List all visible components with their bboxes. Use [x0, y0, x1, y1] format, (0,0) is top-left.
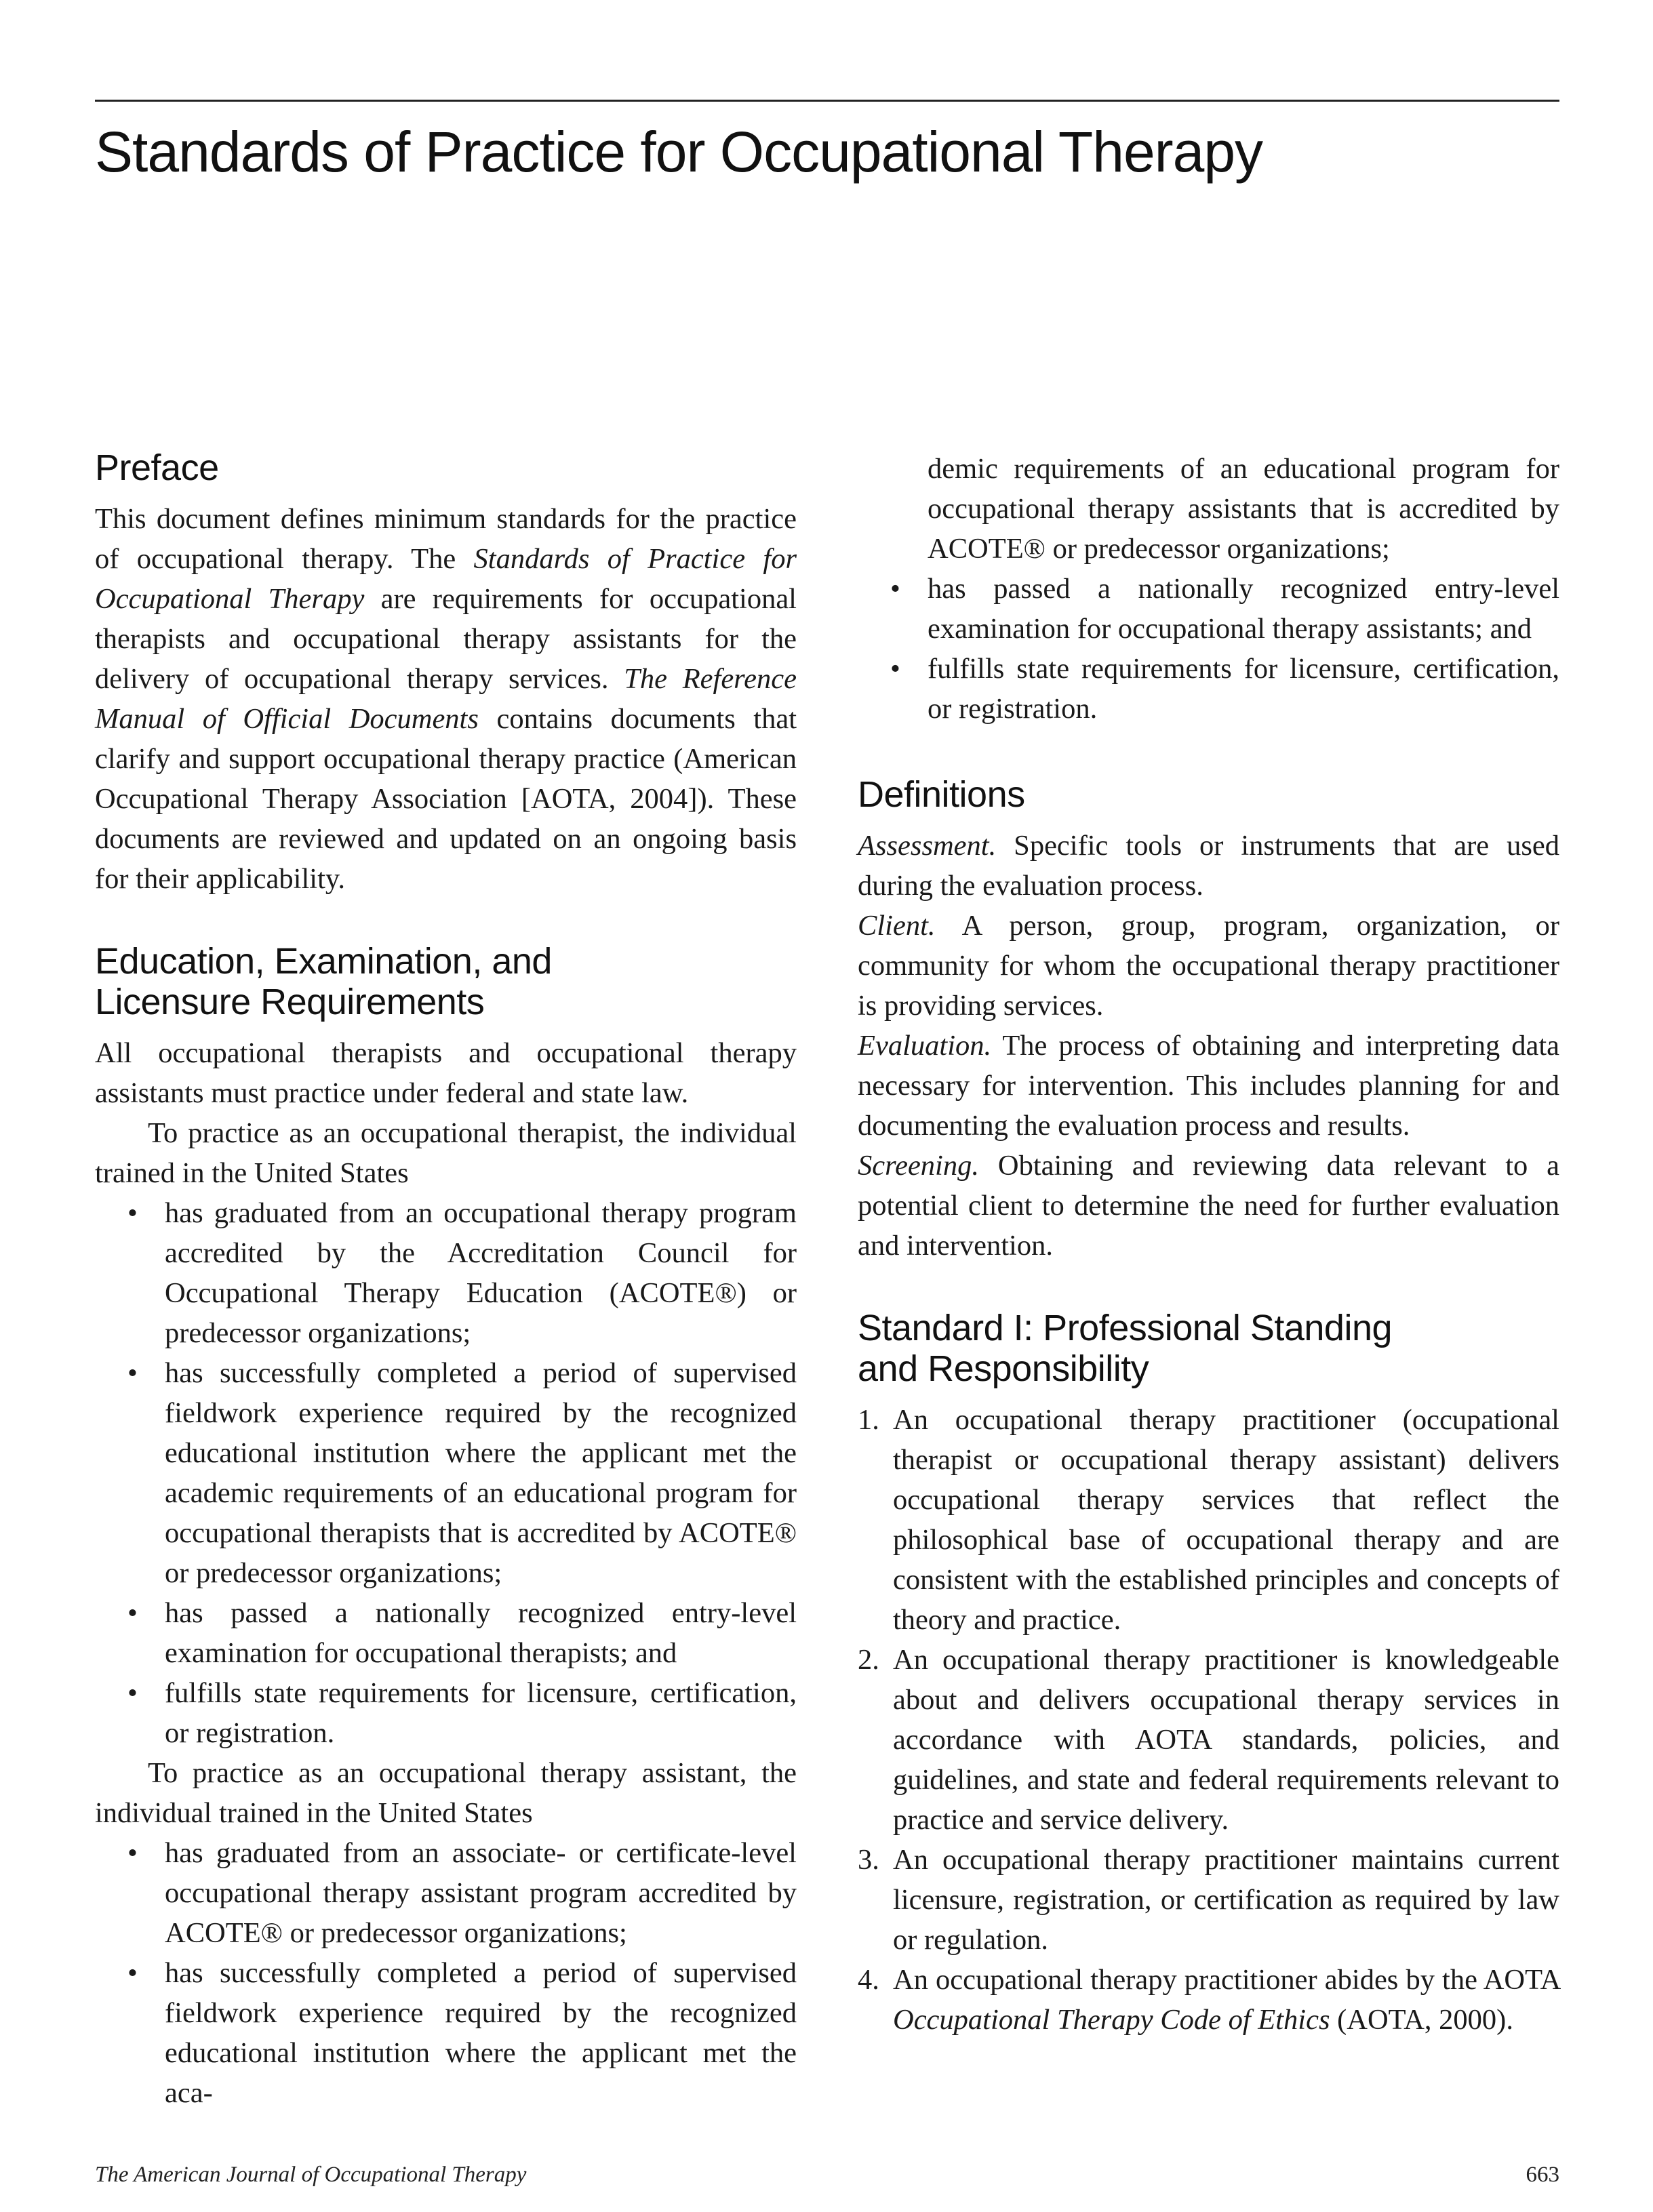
- definitions-heading: Definitions: [858, 774, 1025, 815]
- standard-1-heading: Standard I: Professional Standing and Responsibility: [858, 1308, 1393, 1389]
- list-item: • has graduated from an associate- or certificate-level occupational therapy assistant program accredited by ACOTE® or predecessor organizations;: [165, 1833, 797, 1953]
- definitions-section: [858, 774, 1559, 1266]
- definition-screening: Screening. Obtaining and reviewing data relevant to a potential client to determine the need for further evaluation and intervention.: [858, 1150, 1559, 1262]
- list-item: 2. An occupational therapy practitioner is knowledgeable about and delivers occupational therapy services in accordance with AOTA standards, policies, and guidelines, and state and federal requirements relevant to practice and service delivery.: [858, 1644, 1559, 1836]
- ota-requirements-list: [95, 1833, 797, 2113]
- ota-requirements-list-continued: [858, 449, 1559, 729]
- list-item: • has successfully completed a period of supervised fieldwork experience required by the recognized educational institution where the applicant met the academic requirements of an educational program for occupational therapists that is accredited by ACOTE® or predecessor organizations;: [165, 1353, 797, 1593]
- ota-intro: To practice as an occupational therapy assistant, the individual trained in the United States: [95, 1757, 797, 1829]
- left-column: [95, 447, 797, 2113]
- preface-section: [95, 447, 797, 899]
- ot-intro: To practice as an occupational therapist, the individual trained in the United States: [95, 1117, 797, 1189]
- footer-journal-name: The American Journal of Occupational Therapy: [95, 2163, 527, 2187]
- list-item: • fulfills state requirements for licensure, certification, or registration.: [928, 649, 1559, 729]
- definition-evaluation: Evaluation. The process of obtaining and interpreting data necessary for intervention. This includes planning for and documenting the evaluation process and results.: [858, 1030, 1559, 1142]
- preface-heading: Preface: [95, 447, 219, 488]
- list-item: • has passed a nationally recognized entry-level examination for occupational therapists; and: [165, 1593, 797, 1673]
- list-item-continued: demic requirements of an educational program for occupational therapy assistants that is accredited by ACOTE® or predecessor organizations;: [928, 453, 1559, 565]
- list-item: • has passed a nationally recognized entry-level examination for occupational therapy assistants; and: [928, 569, 1559, 649]
- ot-requirements-list: [95, 1193, 797, 1753]
- list-item: • has successfully completed a period of supervised fieldwork experience required by the recognized educational institution where the applicant met the aca-: [165, 1953, 797, 2113]
- definition-assessment: Assessment. Specific tools or instruments that are used during the evaluation process.: [858, 830, 1559, 902]
- list-item: • has graduated from an occupational therapy program accredited by the Accreditation Council for Occupational Therapy Education (ACOTE®) or predecessor organizations;: [165, 1193, 797, 1353]
- standard-1-list: [858, 1400, 1559, 2040]
- right-column: [858, 449, 1559, 2040]
- list-item: 3. An occupational therapy practitioner maintains current licensure, registration, or certification as required by law or regulation.: [858, 1844, 1559, 1956]
- top-rule: [95, 100, 1559, 102]
- standard-1-section: [858, 1308, 1559, 2040]
- education-heading: Education, Examination, and Licensure Requirements: [95, 941, 552, 1022]
- education-section: [95, 941, 797, 2113]
- document-title: Standards of Practice for Occupational Therapy: [95, 120, 1263, 184]
- footer-page-number: 663: [1526, 2163, 1559, 2187]
- definition-client: Client. A person, group, program, organization, or community for whom the occupational therapy practitioner is providing services.: [858, 910, 1559, 1022]
- list-item: 4. An occupational therapy practitioner abides by the AOTA Occupational Therapy Code of Ethics (AOTA, 2000).: [858, 1964, 1559, 2036]
- list-item: • fulfills state requirements for licensure, certification, or registration.: [165, 1673, 797, 1753]
- list-item: 1. An occupational therapy practitioner (occupational therapist or occupational therapy assistant) delivers occupational therapy services that reflect the philosophical base of occupational therapy and are consistent with the established principles and concepts of theory and practice.: [858, 1404, 1559, 1636]
- preface-paragraph: This document defines minimum standards for the practice of occupational therapy. The Standards of Practice for Occupational Therapy are requirements for occupational therapists and occupational therapy assistants for the delivery of occupational therapy services. The Reference Manual of Official Documents contains documents that clarify and support occupational therapy practice (American Occupational Therapy Association [AOTA, 2004]). These documents are reviewed and updated on an ongoing basis for their applicability.: [95, 503, 797, 895]
- education-intro: All occupational therapists and occupational therapy assistants must practice under federal and state law.: [95, 1037, 797, 1109]
